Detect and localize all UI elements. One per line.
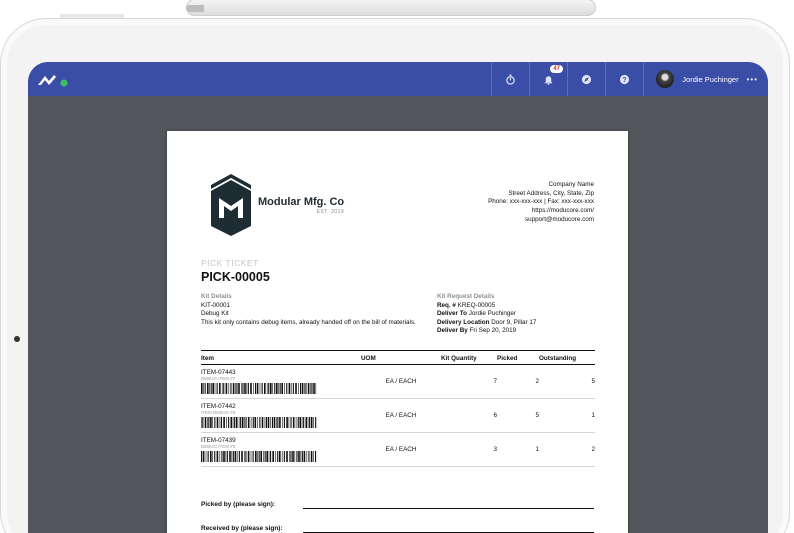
deliver-by-value: Fri Sep 20, 2019 [469, 327, 517, 334]
col-uom-header: UOM [361, 351, 441, 365]
company-logo-icon [211, 174, 251, 236]
pick-ticket-document [167, 131, 628, 533]
item-description: ITEM DEBUG #6 [201, 410, 236, 415]
col-item-header: Item [201, 351, 361, 365]
company-website-link[interactable]: https://moducore.com/ [531, 207, 594, 215]
kit-id: KIT-00001 [201, 301, 231, 309]
item-outstanding: 5 [539, 365, 595, 399]
item-id: ITEM-07439 [201, 437, 236, 444]
camera-dot [14, 336, 20, 342]
item-description: DEBUG ITEM #3 [201, 444, 236, 449]
table-row [201, 433, 595, 467]
deliver-to-label: Deliver To [437, 310, 467, 317]
item-uom: EA / EACH [361, 433, 441, 467]
document-type-label: PICK TICKET [201, 258, 259, 268]
notification-count-badge: 47 [550, 65, 563, 73]
kit-details-label: Kit Details [201, 293, 232, 300]
company-address-line: Phone: xxx-xxx-xxx | Fax: xxx-xxx-xxx [488, 198, 594, 206]
delivery-location-value: Door 9, Pillar 17 [491, 318, 537, 326]
bell-icon [542, 73, 555, 86]
kit-name: Debug Kit [201, 310, 229, 317]
company-address-block [488, 181, 594, 225]
picked-by-signature-line[interactable] [303, 508, 594, 509]
item-picked: 1 [497, 433, 539, 467]
table-row [201, 365, 595, 399]
deliver-by-label: Deliver By [437, 327, 468, 334]
col-outstanding-header: Outstanding [539, 351, 595, 365]
help-icon [618, 73, 631, 86]
item-kit-qty: 6 [441, 399, 497, 433]
item-description: DEBUG ITEM #7 [201, 376, 236, 381]
item-outstanding: 2 [539, 433, 595, 467]
svg-text:?: ? [622, 76, 627, 84]
user-menu[interactable] [643, 62, 768, 96]
avatar [656, 70, 674, 88]
picked-by-label: Picked by (please sign): [201, 501, 276, 508]
top-navigation-bar [28, 62, 768, 96]
more-options-icon[interactable]: ••• [746, 74, 758, 84]
item-picked: 5 [497, 399, 539, 433]
item-id: ITEM-07443 [201, 369, 236, 376]
table-header-row [201, 351, 595, 365]
company-address-line: Company Name [548, 181, 594, 188]
timer-icon [504, 73, 517, 86]
kit-description: This kit only contains debug items, already handed off on the bill of materials. [201, 318, 416, 326]
company-address-line: Street Address, City, State, Zip [508, 189, 594, 197]
stylus-pencil [186, 0, 596, 16]
item-outstanding: 1 [539, 399, 595, 433]
item-uom: EA / EACH [361, 399, 441, 433]
explore-button[interactable] [567, 62, 605, 96]
kit-request-details [437, 293, 607, 336]
kit-details [201, 293, 426, 327]
deliver-to-value: Jordie Puchinger [468, 310, 516, 317]
compass-icon [580, 73, 593, 86]
tablet-frame [0, 18, 790, 533]
col-kit-qty-header: Kit Quantity [441, 351, 497, 365]
item-kit-qty: 7 [441, 365, 497, 399]
item-barcode [201, 451, 319, 462]
req-number-label: Req. # [437, 301, 456, 309]
received-by-label: Received by (please sign): [201, 525, 283, 532]
nav-actions [491, 62, 768, 96]
company-name: Modular Mfg. Co [258, 195, 345, 208]
item-kit-qty: 3 [441, 433, 497, 467]
kit-request-label: Kit Request Details [437, 293, 495, 300]
user-name: Jordie Puchinger [682, 74, 739, 84]
notifications-button[interactable] [529, 62, 567, 96]
req-number-value: KREQ-00005 [457, 301, 496, 309]
item-id: ITEM-07442 [201, 403, 236, 410]
app-logo-icon[interactable] [36, 72, 72, 88]
items-table [201, 350, 595, 467]
app-screen [28, 62, 768, 533]
document-title: PICK-00005 [201, 270, 270, 284]
table-row [201, 399, 595, 433]
item-barcode [201, 383, 319, 394]
company-est: EST. 2019 [316, 208, 345, 215]
company-email-link[interactable]: support@moducore.com [524, 215, 594, 223]
timer-button[interactable] [491, 62, 529, 96]
delivery-location-label: Delivery Location [437, 318, 490, 326]
col-picked-header: Picked [497, 351, 539, 365]
item-barcode [201, 417, 319, 428]
help-button[interactable] [605, 62, 643, 96]
item-picked: 2 [497, 365, 539, 399]
item-uom: EA / EACH [361, 365, 441, 399]
company-brand [211, 174, 344, 236]
